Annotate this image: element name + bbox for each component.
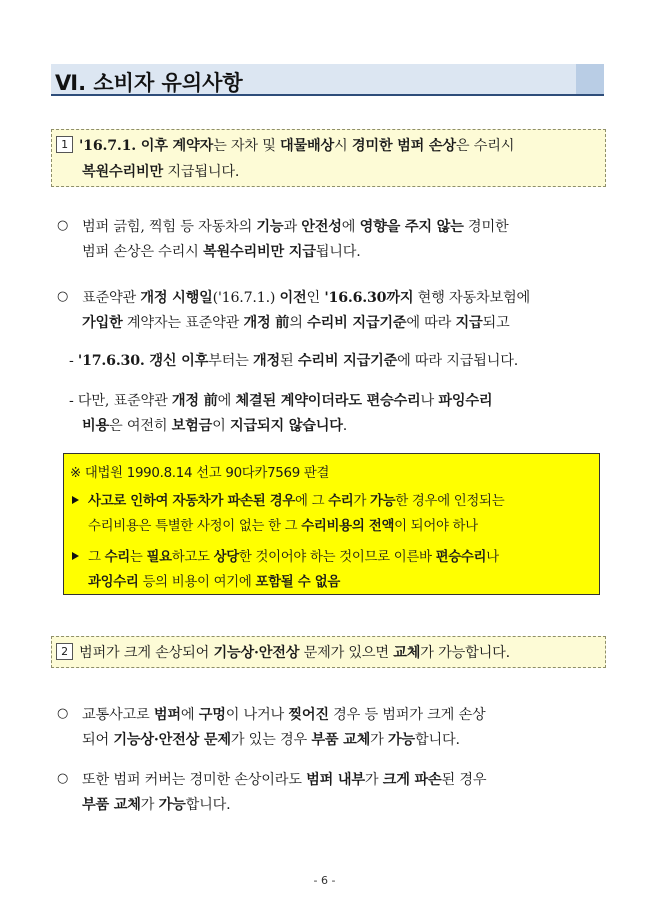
box2-line1: 2 범퍼가 크게 손상되어 기능상·안전상 문제가 있으면 교체가 가능합니다.: [56, 642, 510, 662]
page-title: Ⅵ. 소비자 유의사항: [55, 71, 243, 95]
p3-line1: 교통사고로 범퍼에 구멍이 나거나 찢어진 경우 등 범퍼가 크게 손상: [82, 707, 486, 723]
box2-number: 2: [56, 643, 73, 660]
triangle-bullet-icon: [72, 496, 79, 504]
d1-line1: - '17.6.30. 갱신 이후부터는 개정된 수리비 지급기준에 따라 지급됩니다.: [69, 353, 519, 369]
court-ruling-heading: ※ 대법원 1990.8.14 선고 90다카7569 판결: [70, 466, 330, 481]
triangle-bullet-icon: [72, 552, 79, 560]
p3-bullet: ○: [57, 706, 69, 721]
p4-bullet: ○: [57, 771, 69, 786]
ruling-point-1-line1: 사고로 인하여 자동차가 파손된 경우에 그 수리가 가능한 경우에 인정되는: [72, 490, 504, 509]
p4-line1: 또한 범퍼 커버는 경미한 손상이라도 범퍼 내부가 크게 파손된 경우: [82, 772, 487, 788]
p1-bullet: ○: [57, 218, 69, 233]
ruling-point-2-line2: 과잉수리 등의 비용이 여기에 포함될 수 없음: [88, 575, 341, 590]
title-accent: [576, 64, 604, 94]
p1-line2: 범퍼 손상은 수리시 복원수리비만 지급됩니다.: [82, 244, 361, 260]
d2-line1: - 다만, 표준약관 개정 前에 체결된 계약이더라도 편승수리나 파잉수리: [69, 393, 493, 409]
box1-line1: 1 '16.7.1. 이후 계약자는 자차 및 대물배상시 경미한 범퍼 손상은 수리시: [56, 135, 514, 155]
p2-line1: 표준약관 개정 시행일('16.7.1.) 이전인 '16.6.30까지 현행 자동차보험에: [82, 290, 531, 306]
p4-line2: 부품 교체가 가능합니다.: [82, 797, 231, 813]
page-number: - 6 -: [313, 874, 336, 887]
p1-line1: 범퍼 긁힘, 찍힘 등 자동차의 기능과 안전성에 영향을 주지 않는 경미한: [82, 219, 509, 235]
ruling-point-1-line2: 수리비용은 특별한 사정이 없는 한 그 수리비용의 전액이 되어야 하나: [88, 519, 478, 534]
d2-line2: 비용은 여전히 보험금이 지급되지 않습니다.: [82, 418, 348, 434]
p2-bullet: ○: [57, 289, 69, 304]
p2-line2: 가입한 계약자는 표준약관 개정 前의 수리비 지급기준에 따라 지급되고: [82, 315, 510, 331]
ruling-point-2-line1: 그 수리는 필요하고도 상당한 것이어야 하는 것이므로 이른바 편승수리나: [72, 546, 499, 565]
box1-number: 1: [56, 136, 73, 153]
p3-line2: 되어 기능상·안전상 문제가 있는 경우 부품 교체가 가능합니다.: [82, 732, 460, 748]
box1-line2: 복원수리비만 지급됩니다.: [82, 164, 240, 180]
